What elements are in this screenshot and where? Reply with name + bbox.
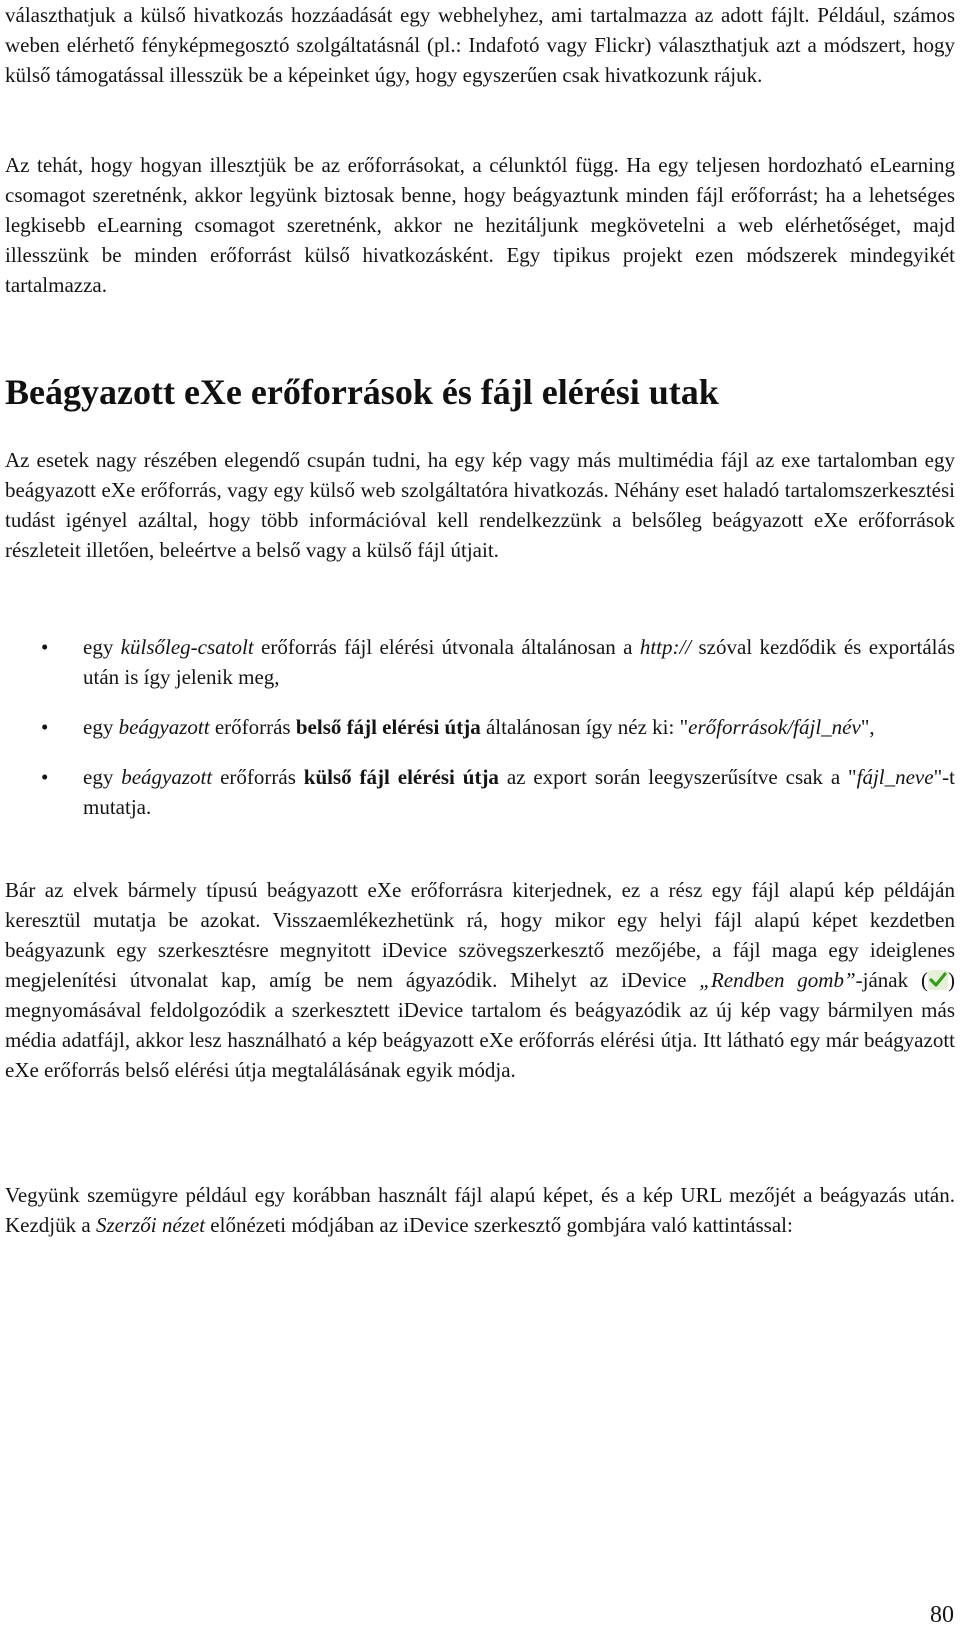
text: erőforrás <box>209 715 296 739</box>
text: egy <box>83 715 119 739</box>
italic-term: http:// <box>639 635 692 659</box>
bullet-list <box>5 632 955 842</box>
text: szóval kezdődik és exportálás után is így jelenik meg, <box>83 635 955 689</box>
text: általánosan így néz ki: " <box>480 715 689 739</box>
text: -jának ( <box>855 968 928 992</box>
text: Bár az elvek bármely típusú beágyazott eXe erőforrásra kiterjednek, ez a rész egy fájl alapú kép példáján keresztül mutatja be azokat. Visszaemlékezhetünk rá, hogy mikor egy helyi fájl alapú képet kezdetben beágyazunk egy szerkesztésre megnyitott iDevice szövegszerkesztő mezőjébe, a fájl maga egy ideiglenes megjelenítési útvonalat kap, amíg be nem ágyazódik. Mihelyt az iDevice <box>5 878 955 992</box>
italic-term: „Rendben gomb” <box>699 968 856 992</box>
paragraph-1: választhatjuk a külső hivatkozás hozzáadását egy webhelyhez, ami tartalmazza az adott fájlt. Például, számos weben elérhető fényképmegosztó szolgáltatásnál (pl.: Indafotó vagy Flickr) választhatjuk azt a módszert, hogy külső támogatással illesszük be a képeinket úgy, hogy egyszerűen csak hivatkozunk rájuk. <box>5 3 955 87</box>
bullet-icon: • <box>41 765 49 789</box>
italic-term: beágyazott <box>121 765 213 789</box>
list-item <box>5 762 955 822</box>
italic-term: beágyazott <box>118 715 210 739</box>
italic-term: erőforrások/fájl_név <box>688 715 861 739</box>
text: egy <box>83 635 121 659</box>
text: előnézeti módjában az iDevice szerkesztő gombjára való kattintással: <box>205 1213 793 1237</box>
checkmark-icon <box>928 970 948 990</box>
bullet-icon: • <box>41 635 49 659</box>
paragraph-5 <box>5 1180 955 1240</box>
list-item <box>5 712 955 742</box>
paragraph-4 <box>5 875 955 1085</box>
text: ) megnyomásával feldolgozódik a szerkesztett iDevice tartalom és beágyazódik az új kép vagy bármilyen más média adatfájl, akkor lesz használható a kép beágyazott eXe erőforrás elérési útja. Itt látható egy már beágyazott eXe erőforrás belső elérési útja megtalálásának egyik módja. <box>5 968 955 1082</box>
bold-term: belső fájl elérési útja <box>295 715 481 739</box>
text: "-t mutatja. <box>83 765 955 819</box>
text: Vegyünk szemügyre például egy korábban használt fájl alapú képet, és a kép URL mezőjét a beágyazás után. Kezdjük a <box>5 1183 955 1237</box>
italic-term: külsőleg-csatolt <box>120 635 254 659</box>
text: az export során leegyszerűsítve csak a " <box>498 765 857 789</box>
text: erőforrás <box>212 765 304 789</box>
list-item <box>5 632 955 692</box>
text: ", <box>860 715 875 739</box>
page-number: 80 <box>930 1602 954 1628</box>
text: erőforrás fájl elérési útvonala általánosan a <box>253 635 640 659</box>
paragraph-2: Az tehát, hogy hogyan illesztjük be az erőforrásokat, a célunktól függ. Ha egy teljesen hordozható eLearning csomagot szeretnénk, akkor legyünk biztosak benne, hogy beágyaztunk minden fájl erőforrást; ha a lehetséges legkisebb eLearning csomagot szeretnénk, akkor ne hezitáljunk megkövetelni a web elérhetőséget, majd illesszünk be minden erőforrást külső hivatkozásként. Egy tipikus projekt ezen módszerek mindegyikét tartalmazza. <box>5 153 955 297</box>
paragraph-3: Az esetek nagy részében elegendő csupán tudni, ha egy kép vagy más multimédia fájl az exe tartalomban egy beágyazott eXe erőforrás, vagy egy külső web szolgáltatóra hivatkozás. Néhány eset haladó tartalomszerkesztési tudást igényel azáltal, hogy több információval kell rendelkezzünk a belsőleg beágyazott eXe erőforrások részleteit illetően, beleértve a belső vagy a külső fájl útjait. <box>5 448 955 562</box>
italic-term: fájl_neve <box>856 765 934 789</box>
bold-term: külső fájl elérési útja <box>303 765 499 789</box>
section-heading: Beágyazott eXe erőforrások és fájl elérési utak <box>5 372 719 412</box>
text: egy <box>83 765 122 789</box>
bullet-icon: • <box>41 715 49 739</box>
italic-term: Szerzői nézet <box>95 1213 206 1237</box>
